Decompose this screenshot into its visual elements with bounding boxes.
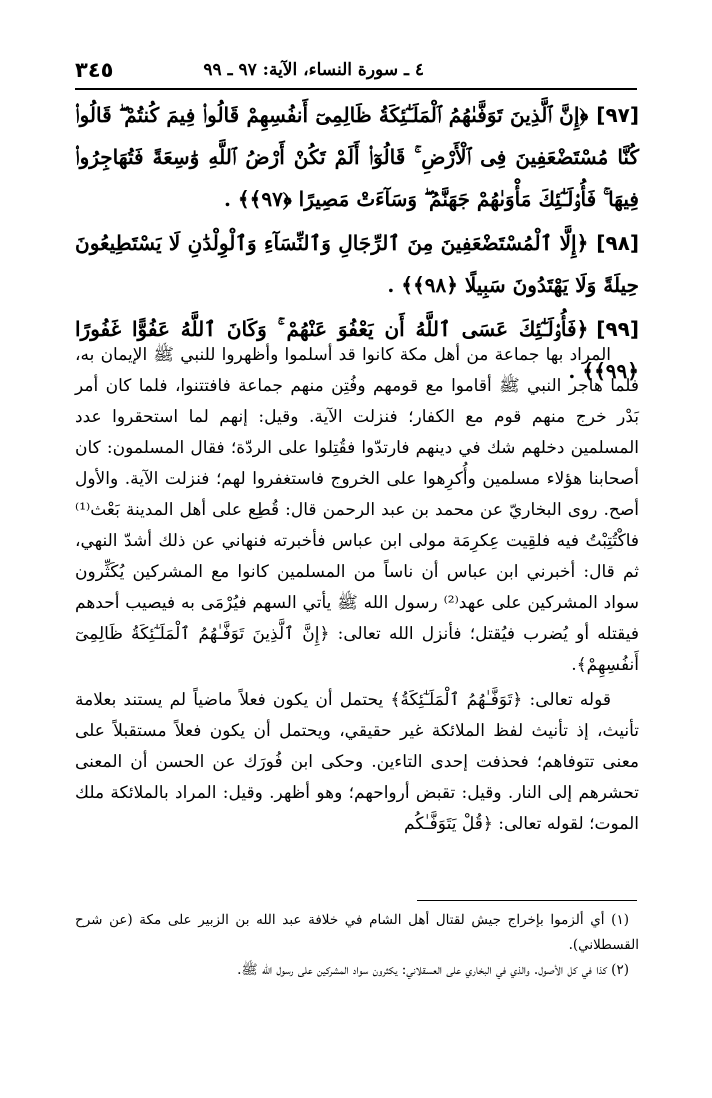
verse-98	[75, 222, 639, 306]
footnotes	[75, 908, 639, 983]
commentary-body	[75, 340, 639, 840]
page-number: ٣٤٥	[75, 58, 114, 82]
verse-97	[75, 94, 639, 220]
verse-text: ﴿إِلَّا ٱلْمُسْتَضْعَفِينَ مِنَ ٱلرِّجَالِ وَٱلنِّسَآءِ وَٱلْوِلْدَٰنِ لَا يَسْتَطِيعُونَ حِيلَةً وَلَا يَهْتَدُونَ سَبِيلًا ﴿٩٨﴾﴾ .	[75, 231, 639, 297]
verse-number: [٩٧]	[596, 103, 639, 127]
running-title: ٤ ـ سورة النساء، الآية: ٩٧ ـ ٩٩	[203, 60, 425, 80]
header-divider	[75, 88, 637, 90]
verse-number: [٩٩]	[596, 317, 639, 341]
verse-text: ﴿فَأُو۟لَـٰٓئِكَ عَسَى ٱللَّهُ أَن يَعْفُوَ عَنْهُمْ ۚ وَكَانَ ٱللَّهُ عَفُوًّا غَفُورًا ﴿٩٩﴾﴾ .	[75, 317, 639, 383]
commentary-paragraph: قوله تعالى: ﴿تَوَفَّـٰهُمُ ٱلْمَلَـٰٓئِكَةُ﴾ يحتمل أن يكون فعلاً ماضياً لم يستند بعلامة تأنيث، إذ تأنيث لفظ الملائكة غير حقيقي، ويحتمل أن يكون فعلاً مستقبلاً على معنى تتوفاهم؛ فحذفت إحدى التاءين. وحكى ابن فُورَك عن الحسن أن المعنى تحشرهم إلى النار. وقيل: تقبض أرواحهم؛ وهو أظهر. وقيل: المراد بالملائكة ملك الموت؛ لقوله تعالى: ﴿قُلْ يَتَوَفَّـٰكُم	[75, 690, 639, 834]
page-header	[75, 52, 634, 88]
commentary-paragraph: المراد بها جماعة من أهل مكة كانوا قد أسلموا وأظهروا للنبي ﷺ الإيمان به، فلما هاجر النبي ﷺ أقاموا مع قومهم وفُتِن منهم جماعة فافتتنوا، فلما كان أمر بَدْر خرج منهم قوم مع الكفار؛ فنزلت الآية. وقيل: إنهم لما استحقروا عدد المسلمين دخلهم شك في دينهم فارتدّوا فقُتِلوا على الردّة؛ فقال المسلمون: كان أصحابنا هؤلاء مسلمين وأُكرِهوا على الخروج فاستغفروا لهم؛ فنزلت الآية. والأول أصح. روى البخاريّ عن محمد بن عبد الرحمن قال: قُطِع على أهل المدينة بَعْث⁽¹⁾ فاكْتُتِبْتُ فيه فلقِيت عِكرِمَة مولى ابن عباس فأخبرته فنهاني عن ذلك أشدّ النهي، ثم قال: أخبرني ابن عباس أن ناساً من المسلمين كانوا مع المشركين يُكَثِّرون سواد المشركين على عهد⁽²⁾ رسول الله ﷺ يأتي السهم فيُرْمَى به فيصيب أحدهم فيقتله أو يُضرب فيُقتل؛ فأنزل الله تعالى: ﴿إِنَّ ٱلَّذِينَ تَوَفَّـٰهُمُ ٱلْمَلَـٰٓئِكَةُ ظَالِمِىٓ أَنفُسِهِمْ﴾.	[75, 345, 639, 675]
verse-number: [٩٨]	[596, 231, 639, 255]
verse-text: ﴿إِنَّ ٱلَّذِينَ تَوَفَّىٰهُمُ ٱلْمَلَـٰٓئِكَةُ ظَالِمِىٓ أَنفُسِهِمْ قَالُوا۟ فِيمَ كُنتُمْ ۖ قَالُوا۟ كُنَّا مُسْتَضْعَفِينَ فِى ٱلْأَرْضِ ۚ قَالُوٓا۟ أَلَمْ تَكُنْ أَرْضُ ٱللَّهِ وَٰسِعَةً فَتُهَاجِرُوا۟ فِيهَا ۚ فَأُو۟لَـٰٓئِكَ مَأْوَىٰهُمْ جَهَنَّمُ ۖ وَسَآءَتْ مَصِيرًا ﴿٩٧﴾﴾ .	[75, 103, 639, 211]
footnote-divider	[417, 900, 637, 901]
footnote-2: (٢) كذا في كل الأصول. والذي في البخاري على العسقلاني: يكثرون سواد المشركين على رسول الله ﷺ.	[237, 962, 629, 978]
footnote-1: (١) أي ألزموا بإخراج جيش لقتال أهل الشام في خلافة عبد الله بن الزبير على مكة (عن شرح القسطلاني).	[75, 912, 639, 953]
